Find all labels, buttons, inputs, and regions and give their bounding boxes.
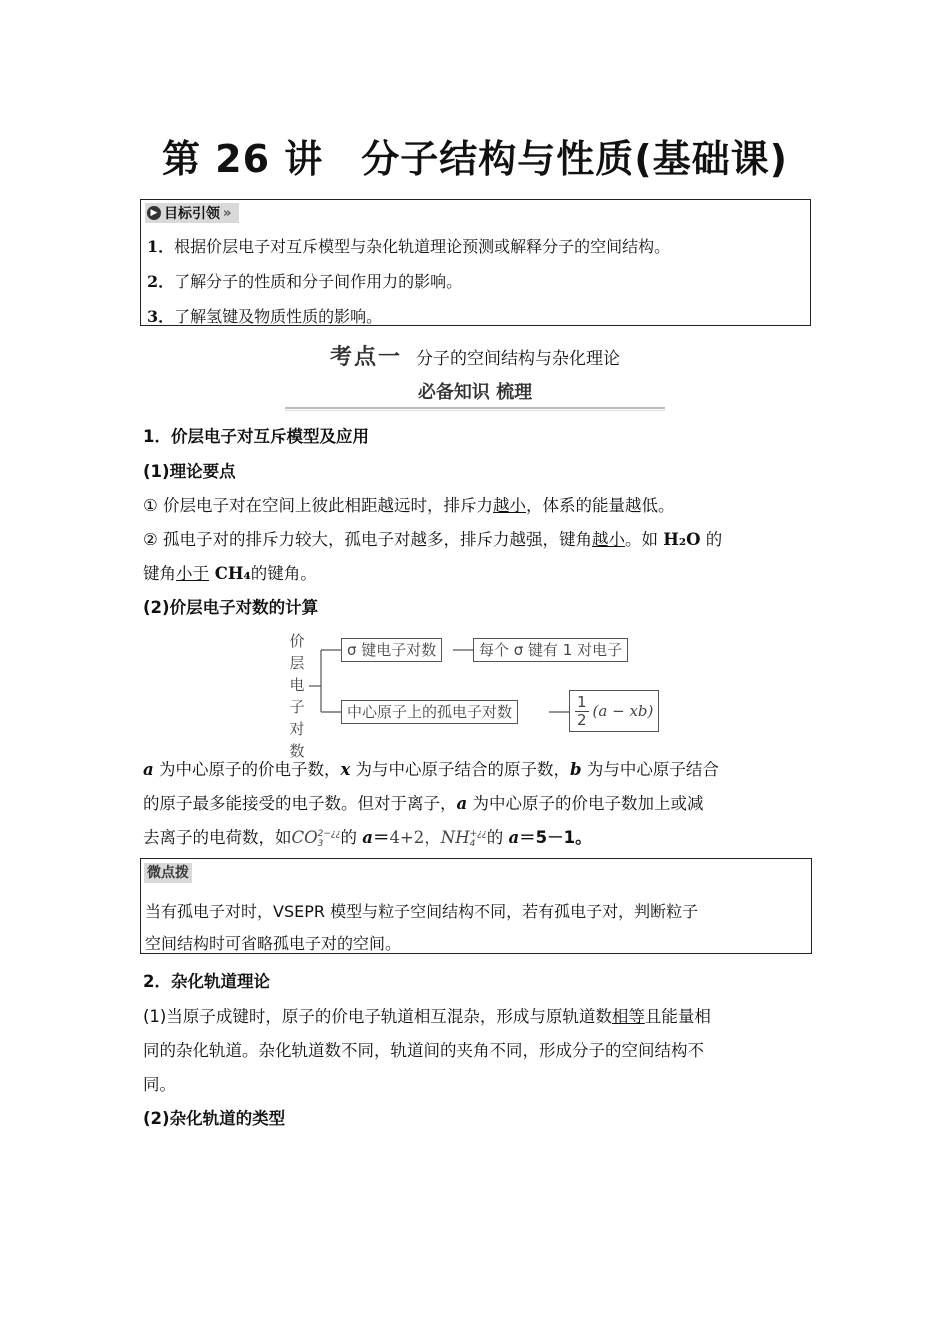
hybrid-p1 xyxy=(143,1003,811,1027)
label-char: 价 xyxy=(289,632,305,650)
hybrid-p1-line2: 同的杂化轨道。杂化轨道数不同，轨道间的夹角不同，形成分子的空间结构不 xyxy=(143,1041,704,1060)
subscript: 3 xyxy=(317,838,324,849)
label-char: 电 xyxy=(289,676,305,694)
point-2-cont xyxy=(143,560,811,584)
var-a: a xyxy=(456,794,468,813)
var-a: a xyxy=(143,760,154,779)
text: ，体系的能量越低。 xyxy=(526,496,675,515)
var-a: a xyxy=(508,828,520,847)
goal-item xyxy=(147,234,670,257)
section-heading xyxy=(0,340,950,371)
superscript: 2−¿¿ xyxy=(317,828,341,839)
hybrid-types-heading: (2)杂化轨道的类型 xyxy=(143,1109,286,1128)
play-icon: ▶ xyxy=(147,206,161,220)
answer-underlined: 小于 xyxy=(176,564,209,583)
co3-charge xyxy=(318,829,341,849)
goal-text: 根据价层电子对互斥模型与杂化轨道理论预测或解释分子的空间结构。 xyxy=(174,237,671,256)
goal-text: 了解分子的性质和分子间作用力的影响。 xyxy=(174,272,463,291)
goals-box xyxy=(140,199,811,326)
text: 键角 xyxy=(143,564,176,583)
text: 且能量相 xyxy=(644,1007,711,1026)
theory-points-heading: (1)理论要点 xyxy=(143,462,236,481)
formula-co3: CO xyxy=(291,828,318,847)
formula-nh4: NH xyxy=(440,828,470,847)
text: 的键角。 xyxy=(250,564,317,583)
tip-line-1: 当有孤电子对时，VSEPR 模型与粒子空间结构不同，若有孤电子对，判断粒子 xyxy=(145,902,699,921)
superscript: +¿¿ xyxy=(469,828,487,839)
subtitle-text: 必备知识 梳理 xyxy=(417,382,533,403)
lesson-number: 第 26 讲 xyxy=(161,137,324,181)
goal-text: 了解氢键及物质性质的影响。 xyxy=(174,307,383,326)
text: 的 xyxy=(486,828,509,847)
text: 。如 xyxy=(625,530,664,549)
nh4-charge xyxy=(470,829,487,849)
label-char: 子 xyxy=(289,698,305,716)
var-b: b xyxy=(570,760,582,779)
formula-box xyxy=(569,690,659,732)
text: 为与中心原子结合的原子数， xyxy=(350,760,571,779)
text: 为与中心原子结合 xyxy=(581,760,719,779)
goals-tag xyxy=(145,203,239,223)
explain-line-3 xyxy=(143,824,811,849)
tip-line-2: 空间结构时可省略孤电子对的空间。 xyxy=(145,934,402,953)
text: 去离子的电荷数，如 xyxy=(143,828,292,847)
page-title xyxy=(0,128,950,183)
text: 为中心原子的价电子数加上或减 xyxy=(467,794,704,813)
goal-num: 2． xyxy=(147,272,175,291)
goal-num: 1． xyxy=(147,237,175,256)
section-subtitle xyxy=(285,378,665,408)
text: 的原子最多能接受的电子数。但对于离子， xyxy=(143,794,457,813)
label-char: 对 xyxy=(289,720,305,738)
hybrid-heading: 2．杂化轨道理论 xyxy=(143,972,270,991)
text: 的 xyxy=(700,530,723,549)
formula-ch4: CH₄ xyxy=(209,564,251,583)
tip-tag: 微点拨 xyxy=(144,863,192,883)
goal-num: 3． xyxy=(147,307,175,326)
equals: ＝ xyxy=(372,828,390,847)
subtitle-rule xyxy=(285,407,665,411)
calc-heading: (2)价层电子对数的计算 xyxy=(143,598,319,617)
value: ＝5－1。 xyxy=(519,828,592,847)
sigma-pairs-box: σ 键电子对数 xyxy=(341,638,442,662)
electron-pair-diagram xyxy=(283,626,663,760)
lone-pairs-box: 中心原子上的孤电子对数 xyxy=(341,700,518,724)
subscript: 4 xyxy=(469,838,476,849)
answer-underlined: 越小 xyxy=(493,496,527,515)
text: ② 孤电子对的排斥力较大，孤电子对越多，排斥力越强，键角 xyxy=(143,530,593,549)
value: 4+2， xyxy=(389,828,441,847)
lesson-title: 分子结构与性质(基础课) xyxy=(361,137,789,181)
hybrid-p1-line3: 同。 xyxy=(143,1075,176,1094)
fraction xyxy=(575,694,589,729)
formula-h2o: H₂O xyxy=(663,530,701,549)
explain-line-2 xyxy=(143,790,811,814)
double-chevron-icon: » xyxy=(223,205,232,221)
fraction-expression: (a − xb) xyxy=(592,702,654,720)
point-1 xyxy=(143,492,811,516)
tip-box xyxy=(140,858,812,954)
var-a: a xyxy=(362,828,373,847)
answer-underlined: 相等 xyxy=(611,1007,645,1026)
text: ① 价层电子对在空间上彼此相距越远时，排斥力 xyxy=(143,496,494,515)
label-char: 层 xyxy=(289,654,305,672)
text: 的 xyxy=(340,828,363,847)
text: (1)当原子成键时，原子的价电子轨道相互混杂，形成与原轨道数 xyxy=(143,1007,612,1026)
goal-item xyxy=(147,269,462,292)
point-2 xyxy=(143,526,811,550)
label-char: 数 xyxy=(289,742,305,760)
goals-tag-label: 目标引领 xyxy=(164,206,220,222)
answer-underlined: 越小 xyxy=(592,530,626,549)
sigma-desc-box: 每个 σ 键有 1 对电子 xyxy=(473,638,628,662)
vsepr-heading: 1．价层电子对互斥模型及应用 xyxy=(143,427,369,446)
section-label: 考点一 xyxy=(329,345,402,370)
numerator: 1 xyxy=(577,692,587,711)
goal-item xyxy=(147,304,382,327)
explain-line-1 xyxy=(143,756,811,780)
var-x: x xyxy=(340,760,351,779)
section-title: 分子的空间结构与杂化理论 xyxy=(416,349,620,369)
text: 为中心原子的价电子数， xyxy=(153,760,341,779)
denominator: 2 xyxy=(577,710,587,729)
